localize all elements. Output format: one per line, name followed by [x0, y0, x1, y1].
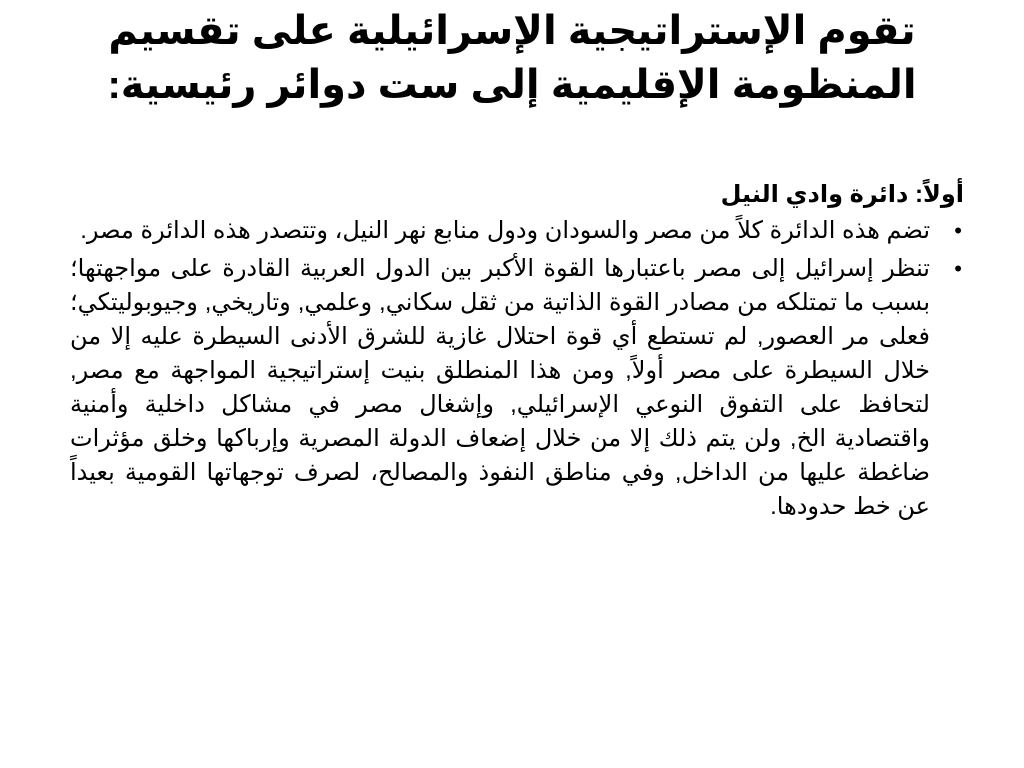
bullet-icon: •	[954, 218, 962, 243]
slide-title-line-2: المنظومة الإقليمية إلى ست دوائر رئيسية:	[107, 63, 917, 107]
bullet-text: تضم هذه الدائرة كلاً من مصر والسودان ودول منابع نهر النيل، وتتصدر هذه الدائرة مصر.	[80, 217, 930, 244]
bullet-icon: •	[954, 256, 962, 281]
section-heading: أولاً: دائرة وادي النيل	[720, 181, 964, 208]
slide-title	[60, 4, 964, 112]
slide-title-line-1: تقوم الإستراتيجية الإسرائيلية على تقسيم	[108, 9, 916, 53]
bullet-list	[70, 214, 966, 524]
list-item	[70, 252, 966, 524]
list-item	[70, 214, 966, 248]
slide-body	[70, 178, 966, 528]
bullet-text: تنظر إسرائيل إلى مصر باعتبارها القوة الأكبر بين الدول العربية القادرة على مواجهتها؛ بسبب ما تمتلكه من مصادر القوة الذاتية من ثقل سكاني, وعلمي, وتاريخي, وجيوبوليتكي؛ فعلى مر العصور, لم تستطع أي قوة احتلال غازية للشرق الأدنى السيطرة عليه إلا من خلال السيطرة على مصر أولاً, ومن هذا المنطلق بنيت إستراتيجية المواجهة مع مصر, لتحافظ على التفوق النوعي الإسرائيلي, وإشغال مصر في مشاكل داخلية وأمنية واقتصادية الخ, ولن يتم ذلك إلا من خلال إضعاف الدولة المصرية وإرباكها وخلق مؤثرات ضاغطة عليها من الداخل, وفي مناطق النفوذ والمصالح، لصرف توجهاتها القومية بعيداً عن خط حدودها.	[70, 255, 930, 520]
